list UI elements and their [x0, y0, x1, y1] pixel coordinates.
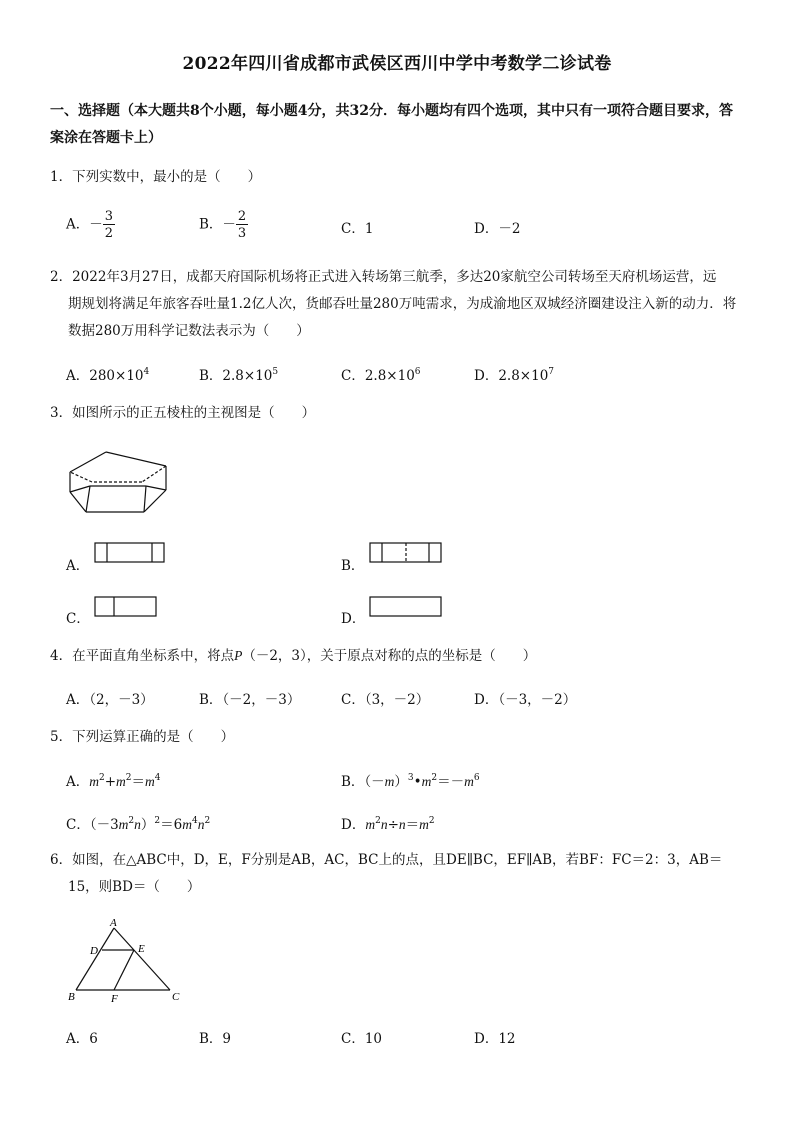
- prism-edge: [70, 452, 106, 472]
- q3-option-d-figure: [369, 596, 443, 618]
- denominator: 2: [104, 226, 114, 241]
- prism-edge: [144, 490, 166, 512]
- variable: m: [419, 817, 429, 832]
- variable: n: [197, 817, 205, 832]
- variable: n: [380, 817, 388, 832]
- numerator: 3: [104, 209, 114, 224]
- q2-option-d-exponent: 7: [548, 367, 555, 377]
- variable: m: [89, 774, 99, 789]
- q1-option-b: [199, 210, 248, 240]
- section-heading-line2: 案涂在答题卡上）: [50, 130, 162, 146]
- prism-hidden-edge: [142, 466, 166, 482]
- q3-option-b: B．: [341, 558, 365, 574]
- variable: m: [384, 774, 395, 789]
- expr-text: ÷: [387, 817, 399, 833]
- q2-option-b-exponent: 5: [272, 367, 279, 377]
- q1-stem: 1．下列实数中，最小的是（ ）: [50, 169, 262, 185]
- q3-option-a-figure: [94, 542, 166, 564]
- q1-option-a: [66, 210, 115, 240]
- q6-option-c: C．10: [341, 1031, 383, 1047]
- q6-option-b: B．9: [199, 1031, 232, 1047]
- prism-edge: [146, 486, 166, 490]
- q4-point-name: P: [234, 648, 243, 663]
- exponent: 2: [431, 773, 438, 783]
- variable: m: [421, 774, 432, 789]
- exponent: 2: [375, 816, 381, 826]
- q1-option-b-label: B．－: [199, 216, 236, 233]
- prism-edge: [86, 486, 90, 512]
- expr-text: •: [413, 774, 422, 790]
- variable: n: [398, 817, 406, 832]
- variable: m: [145, 774, 155, 789]
- q6-option-a: A．6: [66, 1031, 98, 1047]
- prism-hidden-edge: [70, 472, 92, 482]
- q3-stem: 3．如图所示的正五棱柱的主视图是（ ）: [50, 405, 316, 421]
- q5-option-a: [66, 770, 161, 790]
- q5-option-d: [341, 813, 435, 833]
- q3-option-a: A．: [66, 558, 90, 574]
- q3-option-b-figure: [369, 542, 443, 564]
- q2-stem-line3: 数据280万用科学记数法表示为（ ）: [68, 323, 310, 339]
- numerator: 2: [237, 209, 247, 224]
- prism-edge: [144, 486, 146, 512]
- q2-option-c-exponent: 6: [414, 367, 421, 377]
- q2-stem-line1: 2．2022年3月27日，成都天府国际机场将正式进入转场第三航季，多达20家航空公司转场至天府机场运营，远: [50, 269, 717, 285]
- q2-option-b-base: B．2.8×10: [199, 368, 273, 384]
- variable: m: [118, 817, 129, 832]
- exponent: 2: [204, 816, 211, 826]
- triangle-abc-figure: [64, 916, 194, 1008]
- q5-stem: 5．下列运算正确的是（ ）: [50, 729, 235, 745]
- front-view-outline: [95, 543, 164, 562]
- q3-option-c: C．: [66, 611, 90, 627]
- q1-option-c: C．1: [341, 221, 374, 237]
- q6-stem-line1: 6．如图，在△ABC中，D，E，F分别是AB，AC，BC上的点，且DE∥BC，EF∥AB，若BF：FC＝2：3，AB＝: [50, 852, 723, 868]
- expr-text: B．（－: [341, 774, 385, 790]
- q2-option-a: [66, 364, 149, 384]
- q4-option-b: B．（－2，－3）: [199, 692, 301, 708]
- point-label-d: D: [90, 945, 98, 957]
- variable: n: [134, 817, 141, 832]
- side-ac: [114, 928, 170, 990]
- q4-option-c: C．（3，－2）: [341, 692, 430, 708]
- q6-stem-line2: 15，则BD＝（ ）: [68, 879, 201, 895]
- exponent: 6: [473, 773, 480, 783]
- vertex-label-a: A: [110, 917, 117, 929]
- expr-text: +: [104, 774, 117, 790]
- expr-text: D．: [341, 817, 366, 833]
- exponent: 2: [125, 773, 132, 783]
- exponent: 3: [407, 773, 414, 783]
- q2-option-c-base: C．2.8×10: [341, 368, 415, 384]
- expr-text: ＝6: [160, 817, 183, 833]
- denominator: 3: [237, 226, 247, 241]
- prism-edge: [70, 486, 90, 492]
- q3-option-c-figure: [94, 596, 158, 618]
- segment-ef: [114, 950, 134, 990]
- expr-text: C．（－3: [66, 817, 119, 833]
- q2-option-a-exponent: 4: [143, 367, 150, 377]
- q4-stem-post: （－2，3），关于原点对称的点的坐标是（ ）: [242, 648, 537, 664]
- q6-option-d: D．12: [474, 1031, 516, 1047]
- side-ab: [76, 928, 114, 990]
- front-view-outline: [370, 597, 441, 616]
- prism-edge: [106, 452, 166, 466]
- q2-stem-line2: 期规划将满足年旅客吞吐量1.2亿人次，货邮吞吐量280万吨需求，为成渝地区双城经济圈建设注入新的动力．将: [68, 296, 737, 312]
- variable: m: [116, 774, 126, 789]
- front-view-outline: [95, 597, 156, 616]
- q4-option-d: D．（－3，－2）: [474, 692, 577, 708]
- q1-option-b-fraction: [236, 210, 248, 240]
- q3-option-d: D．: [341, 611, 366, 627]
- exponent: 4: [154, 773, 161, 783]
- vertex-label-c: C: [172, 991, 180, 1003]
- expr-text: ＝: [131, 774, 146, 790]
- q5-option-c: [66, 813, 210, 833]
- expr-text: ）: [394, 774, 408, 790]
- exponent: 4: [191, 816, 198, 826]
- q1-option-d: D．－2: [474, 221, 521, 237]
- section-heading-line1: 一、选择题（本大题共8个小题，每小题4分，共32分．每小题均有四个选项，其中只有一项符合题目要求，答: [50, 103, 733, 119]
- q4-stem: [50, 642, 536, 670]
- variable: m: [464, 774, 474, 789]
- pentagonal-prism-figure: [62, 446, 178, 518]
- variable: m: [182, 817, 192, 832]
- page-title: 2022年四川省成都市武侯区西川中学中考数学二诊试卷: [182, 54, 612, 74]
- vertex-label-b: B: [68, 991, 75, 1003]
- expr-text: ＝－: [437, 774, 465, 790]
- expr-text: ＝: [405, 817, 420, 833]
- prism-edge: [70, 492, 86, 512]
- exponent: 2: [428, 816, 435, 826]
- q2-option-b: [199, 364, 278, 384]
- exponent: 2: [128, 816, 135, 826]
- q4-stem-pre: 4．在平面直角坐标系中，将点: [50, 648, 235, 664]
- expr-text: ）: [140, 817, 155, 833]
- point-label-e: E: [138, 943, 145, 955]
- q2-option-d-base: D．2.8×10: [474, 368, 549, 384]
- q2-option-c: [341, 364, 421, 384]
- variable: m: [365, 817, 376, 832]
- q2-option-a-base: A．280×10: [66, 368, 144, 384]
- q1-option-a-fraction: [103, 210, 115, 240]
- exponent: 2: [99, 773, 105, 783]
- q5-option-b: [341, 770, 480, 790]
- expr-text: A．: [66, 774, 90, 790]
- exponent: 2: [154, 816, 161, 826]
- q1-option-a-label: A．－: [66, 216, 103, 233]
- q4-option-a: A．（2，－3）: [66, 692, 154, 708]
- q2-option-d: [474, 364, 554, 384]
- point-label-f: F: [111, 993, 118, 1005]
